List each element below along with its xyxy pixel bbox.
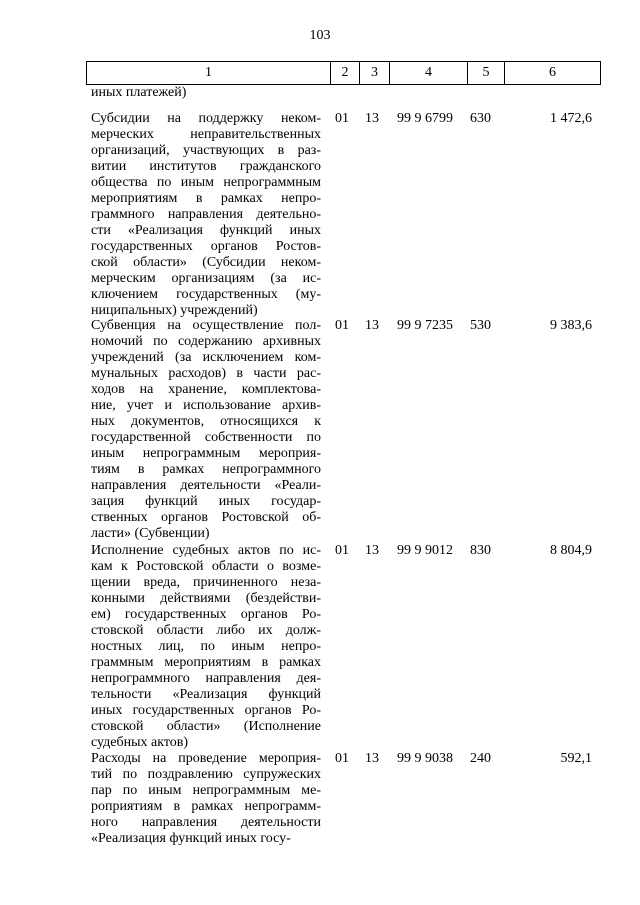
- description-line: ного направления деятельности: [91, 815, 321, 830]
- row-description: [91, 543, 321, 751]
- description-line: пар по иным непрограммным ме-: [91, 783, 321, 798]
- description-line: стовской области» (Исполнение: [91, 719, 321, 734]
- description-line: тий по поздравлению супружеских: [91, 767, 321, 782]
- description-line: витии институтов гражданского: [91, 159, 321, 174]
- target-article-code: 99 9 7235: [397, 318, 453, 333]
- column-header-4: 4: [390, 62, 468, 85]
- description-line: государственной собственности по: [91, 430, 321, 445]
- description-line: ской области» (Субсидии неком-: [91, 255, 321, 270]
- description-line: учреждений (за исключением ком-: [91, 350, 321, 365]
- description-line: ем) государственных органов Ро-: [91, 607, 321, 622]
- continuation-text: иных платежей): [91, 85, 187, 100]
- column-header-2: 2: [331, 62, 360, 85]
- amount: 1 472,6: [550, 111, 592, 126]
- row-description: [91, 318, 321, 542]
- description-line: граммным мероприятиям в рамках: [91, 655, 321, 670]
- column-header-6: 6: [505, 62, 601, 85]
- subsection-code: 13: [365, 543, 379, 558]
- column-header-table: [86, 61, 601, 85]
- section-code: 01: [335, 751, 349, 766]
- description-line: конными действиями (бездействи-: [91, 591, 321, 606]
- description-line: Субсидии на поддержку неком-: [91, 111, 321, 126]
- description-line: зация функций иных государ-: [91, 494, 321, 509]
- amount: 592,1: [560, 751, 592, 766]
- target-article-code: 99 9 9012: [397, 543, 453, 558]
- column-header-1: 1: [87, 62, 331, 85]
- description-line: государственных органов Ростов-: [91, 239, 321, 254]
- description-line: Расходы на проведение мероприя-: [91, 751, 321, 766]
- description-line: общества по иным непрограммным: [91, 175, 321, 190]
- page-number: 103: [309, 28, 331, 43]
- description-line: Субвенция на осуществление пол-: [91, 318, 321, 333]
- description-line: Исполнение судебных актов по ис-: [91, 543, 321, 558]
- description-line: иных государственных органов Ро-: [91, 703, 321, 718]
- description-line: ственных органов Ростовской об-: [91, 510, 321, 525]
- target-article-code: 99 9 9038: [397, 751, 453, 766]
- expense-type-code: 530: [470, 318, 491, 333]
- description-line: ние, учет и использование архив-: [91, 398, 321, 413]
- description-line: непрограммного направления дея-: [91, 671, 321, 686]
- description-line: иным непрограммным мероприя-: [91, 446, 321, 461]
- expense-type-code: 630: [470, 111, 491, 126]
- description-line: мерческим организациям (за ис-: [91, 271, 321, 286]
- section-code: 01: [335, 318, 349, 333]
- description-line: стовской области либо их долж-: [91, 623, 321, 638]
- column-header-row: [87, 62, 601, 85]
- description-line: кам к Ростовской области о возме-: [91, 559, 321, 574]
- section-code: 01: [335, 543, 349, 558]
- row-description: [91, 751, 321, 847]
- amount: 9 383,6: [550, 318, 592, 333]
- column-header-3: 3: [360, 62, 390, 85]
- description-line: номочий по содержанию архивных: [91, 334, 321, 349]
- description-line: судебных актов): [91, 735, 189, 750]
- description-line: ключением государственных (му-: [91, 287, 321, 302]
- description-line: сти «Реализация функций иных: [91, 223, 321, 238]
- description-line: ходов на хранение, комплектова-: [91, 382, 321, 397]
- subsection-code: 13: [365, 318, 379, 333]
- expense-type-code: 830: [470, 543, 491, 558]
- description-line: граммного направления деятельно-: [91, 207, 321, 222]
- target-article-code: 99 9 6799: [397, 111, 453, 126]
- column-header-5: 5: [468, 62, 505, 85]
- description-line: тельности «Реализация функций: [91, 687, 321, 702]
- description-line: мерческих неправительственных: [91, 127, 321, 142]
- expense-type-code: 240: [470, 751, 491, 766]
- description-line: ных документов, относящихся к: [91, 414, 321, 429]
- section-code: 01: [335, 111, 349, 126]
- amount: 8 804,9: [550, 543, 592, 558]
- subsection-code: 13: [365, 111, 379, 126]
- description-line: организаций, участвующих в раз-: [91, 143, 321, 158]
- description-line: мероприятиям в рамках непро-: [91, 191, 321, 206]
- description-line: тиям в рамках непрограммного: [91, 462, 321, 477]
- description-line: ниципальных) учреждений): [91, 303, 258, 318]
- row-description: [91, 111, 321, 319]
- description-line: ласти» (Субвенции): [91, 526, 210, 541]
- description-line: щении вреда, причиненного неза-: [91, 575, 321, 590]
- description-line: направления деятельности «Реали-: [91, 478, 321, 493]
- description-line: мунальных расходов) в части рас-: [91, 366, 321, 381]
- subsection-code: 13: [365, 751, 379, 766]
- description-line: «Реализация функций иных госу-: [91, 831, 291, 846]
- description-line: ностных лиц, по иным непро-: [91, 639, 321, 654]
- description-line: роприятиям в рамках непрограмм-: [91, 799, 321, 814]
